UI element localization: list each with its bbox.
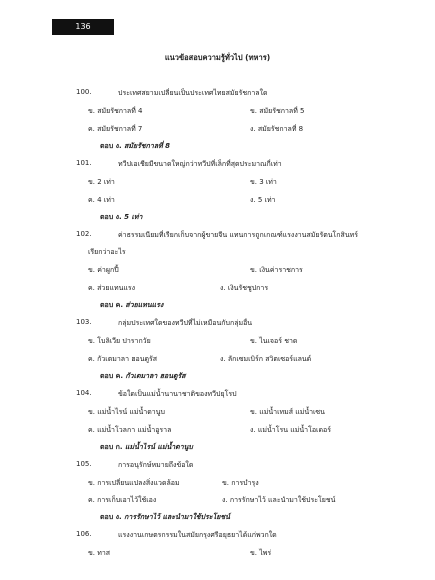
page-title: แนวข้อสอบความรู้ทั่วไป (ทหาร) bbox=[164, 53, 271, 62]
question-text-continued: เรียกว่าอะไร bbox=[88, 248, 126, 256]
option: ค. 4 เท่า bbox=[88, 196, 115, 204]
option: ข. 3 เท่า bbox=[250, 178, 277, 186]
option: ข. ไพร่ bbox=[250, 549, 272, 557]
question-number: 106. bbox=[76, 530, 92, 538]
page-number: 136 bbox=[52, 19, 114, 35]
answer-value: กัวเตมาลา ฮอนดูรัส bbox=[125, 372, 186, 380]
option: ข. ค่าผูกปี้ bbox=[88, 266, 119, 274]
question-text: กลุ่มประเทศใดของทวีปที่ไม่เหมือนกับกลุ่มอื่น bbox=[118, 319, 253, 327]
option: ข. เงินค่าราชการ bbox=[250, 266, 303, 274]
option: ข. ไนเจอร์ ชาด bbox=[250, 337, 298, 345]
answer-value: การรักษาไว้ และนำมาใช้ประโยชน์ bbox=[124, 513, 230, 521]
question-text: การอนุรักษ์หมายถึงข้อใด bbox=[118, 461, 194, 469]
question-text: ประเทศสยามเปลี่ยนเป็นประเทศไทยสมัยรัชกาลใด bbox=[118, 89, 268, 97]
option: ง. เงินรัชชูปการ bbox=[220, 284, 269, 292]
answer-label: ตอบ ก. bbox=[100, 443, 123, 451]
option: ง. การรักษาไว้ และนำมาใช้ประโยชน์ bbox=[222, 496, 336, 504]
answer bbox=[100, 442, 193, 453]
option: ค. ส่วยแทนแรง bbox=[88, 284, 136, 292]
answer-label: ตอบ ค. bbox=[100, 301, 123, 309]
question-text: ข้อใดเป็นแม่น้ำนานาชาติของทวีปยุโรป bbox=[118, 390, 237, 398]
answer bbox=[100, 512, 230, 523]
option: ข. สมัยรัชกาลที่ 5 bbox=[250, 107, 305, 115]
option: ง. 5 เท่า bbox=[250, 196, 276, 204]
option: ข. 2 เท่า bbox=[88, 178, 115, 186]
answer bbox=[100, 371, 186, 382]
answer-label: ตอบ ค. bbox=[100, 372, 123, 380]
question-number: 105. bbox=[76, 460, 92, 468]
answer-value: สมัยรัชกาลที่ 8 bbox=[124, 142, 171, 150]
question-text: ทวีปเอเชียมีขนาดใหญ่กว่าทวีปที่เล็กที่สุดประมาณกี่เท่า bbox=[118, 160, 282, 168]
option: ข. แม่น้ำไรน์ แม่น้ำดานูบ bbox=[88, 408, 165, 416]
answer bbox=[100, 141, 170, 152]
question-number: 104. bbox=[76, 389, 92, 397]
option: ข. ทาส bbox=[88, 549, 111, 557]
option: ข. สมัยรัชกาลที่ 4 bbox=[88, 107, 143, 115]
option: ค. สมัยรัชกาลที่ 7 bbox=[88, 125, 143, 133]
option: ค. การเก็บเอาไว้ใช้เอง bbox=[88, 496, 157, 504]
question-number: 100. bbox=[76, 88, 92, 96]
question-number: 102. bbox=[76, 230, 92, 238]
question-text: ค่าธรรมเนียมที่เรียกเก็บจากผู้ขายจีน แทนการถูกเกณฑ์แรงงานสมัยรัตนโกสินทร์ bbox=[118, 231, 358, 239]
option: ง. แม่น้ำโรน แม่น้ำโอเดอร์ bbox=[250, 426, 331, 434]
option: ข. โบลิเวีย ปารากวัย bbox=[88, 337, 151, 345]
option: ค. กัวเตมาลา ฮอนดูรัส bbox=[88, 355, 158, 363]
question-number: 101. bbox=[76, 159, 92, 167]
answer-label: ตอบ ง. bbox=[100, 513, 122, 521]
answer bbox=[100, 300, 163, 311]
answer-value: แม่น้ำไรน์ แม่น้ำดานูบ bbox=[124, 443, 193, 451]
option: ข. แม่น้ำเทมส์ แม่น้ำเซน bbox=[250, 408, 325, 416]
answer bbox=[100, 212, 142, 223]
option: ค. แม่น้ำโวลกา แม่น้ำอูราล bbox=[88, 426, 172, 434]
answer-label: ตอบ ง. bbox=[100, 142, 122, 150]
answer-label: ตอบ ง. bbox=[100, 213, 122, 221]
question-text: แรงงานเกษตรกรรมในสมัยกรุงศรีอยุธยาได้แก่พวกใด bbox=[118, 531, 277, 539]
option: ข. การบำรุง bbox=[222, 479, 259, 487]
option: ง. สมัยรัชกาลที่ 8 bbox=[250, 125, 304, 133]
option: ง. ลักเซมเบิร์ก สวิตเซอร์แลนด์ bbox=[220, 355, 312, 363]
answer-value: ส่วยแทนแรง bbox=[125, 301, 164, 309]
answer-value: 5 เท่า bbox=[124, 213, 143, 221]
option: ข. การเปลี่ยนแปลงสิ่งแวดล้อม bbox=[88, 479, 180, 487]
question-number: 103. bbox=[76, 318, 92, 326]
